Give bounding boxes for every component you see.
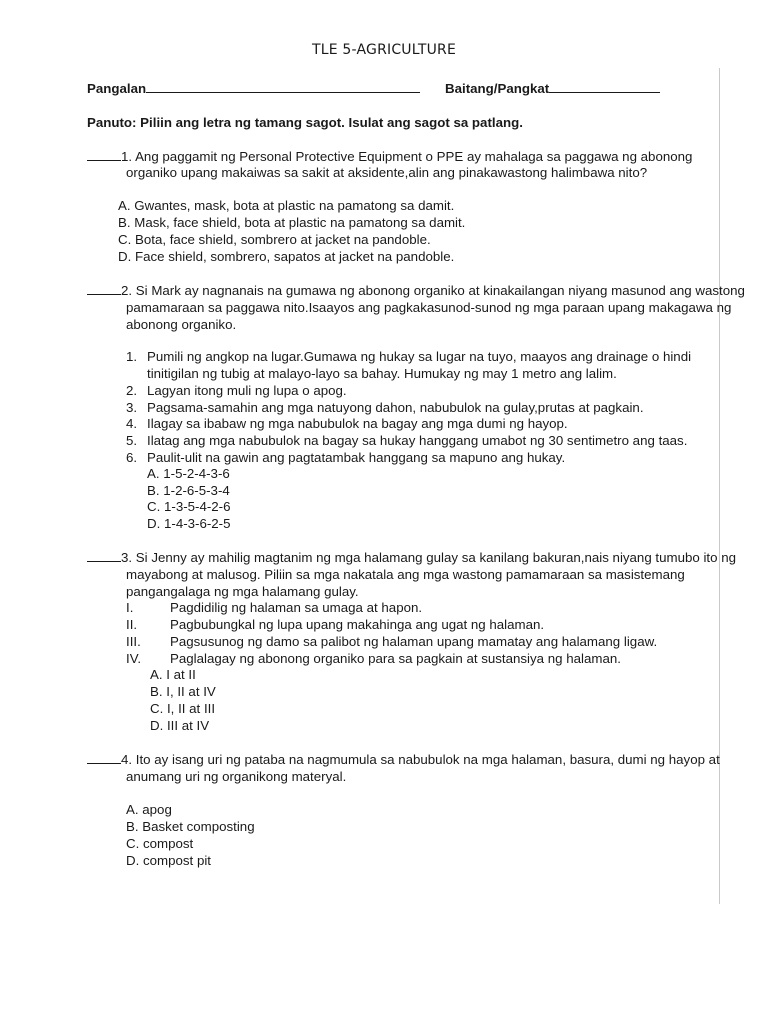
- step-4: 4. Ilagay sa ibabaw ng mga nabubulok na bagay ang mga dumi ng hayop.: [126, 416, 568, 431]
- choice: D. 1-4-3-6-2-5: [147, 516, 231, 531]
- name-field[interactable]: [87, 80, 420, 97]
- choice: B. Mask, face shield, bota at plastic na pamatong sa damit.: [118, 215, 466, 230]
- page-title: TLE 5-AGRICULTURE: [311, 42, 456, 58]
- choice: D. III at IV: [150, 718, 210, 733]
- question-number: 4.: [121, 752, 133, 767]
- grade-line[interactable]: [549, 80, 660, 93]
- question-number: 1.: [121, 149, 133, 164]
- choice: A. I at II: [150, 667, 196, 682]
- step-6: 6. Paulit-ulit na gawin ang pagtatambak hanggang sa mapuno ang hukay.: [126, 450, 566, 465]
- question-3: [87, 549, 736, 566]
- step-2: 2. Lagyan itong muli ng lupa o apog.: [126, 383, 347, 398]
- question-4: [87, 751, 720, 768]
- question-text: pangangalaga ng mga halamang gulay.: [126, 584, 359, 599]
- question-text: Si Mark ay nagnanais na gumawa ng abonong organiko at kinakailangan niyang masunod ang wastong: [135, 283, 745, 298]
- answer-blank-1[interactable]: [87, 148, 121, 161]
- choice: C. I, II at III: [150, 701, 216, 716]
- question-text: organiko upang makaiwas sa sakit at aksidente,alin ang pinakawastong halimbawa nito?: [126, 165, 648, 180]
- question-text: pamamaraan sa paggawa nito.Isaayos ang pagkakasunod-sunod ng mga paraan upang makagawa ng: [126, 300, 732, 315]
- choice: B. Basket composting: [126, 819, 255, 834]
- choice: C. Bota, face shield, sombrero at jacket na pandoble.: [118, 232, 431, 247]
- choice: A. 1-5-2-4-3-6: [147, 466, 230, 481]
- answer-blank-2[interactable]: [87, 282, 121, 295]
- question-text: anumang uri ng organikong materyal.: [126, 769, 347, 784]
- answer-blank-3[interactable]: [87, 549, 121, 562]
- name-label: Pangalan: [87, 81, 147, 96]
- question-text: Ang paggamit ng Personal Protective Equipment o PPE ay mahalaga sa paggawa ng abonong: [135, 149, 693, 164]
- roman-item-2: II. Pagbubungkal ng lupa upang makahinga ang ugat ng halaman.: [126, 617, 545, 632]
- name-line[interactable]: [146, 80, 420, 93]
- question-1: [87, 148, 692, 165]
- choice: D. Face shield, sombrero, sapatos at jacket na pandoble.: [118, 249, 455, 264]
- question-number: 3.: [121, 550, 133, 565]
- question-text: abonong organiko.: [126, 317, 237, 332]
- page-edge: [719, 68, 720, 904]
- choice: D. compost pit: [126, 853, 211, 868]
- step-3: 3. Pagsama-samahin ang mga natuyong dahon, nabubulok na gulay,prutas at pagkain.: [126, 400, 644, 415]
- choice: A. apog: [126, 802, 172, 817]
- instructions: Panuto: Piliin ang letra ng tamang sagot. Isulat ang sagot sa patlang.: [87, 115, 523, 130]
- choice: C. compost: [126, 836, 194, 851]
- choice: A. Gwantes, mask, bota at plastic na pamatong sa damit.: [118, 198, 455, 213]
- roman-item-3: III. Pagsusunog ng damo sa palibot ng halaman upang mamatay ang halamang ligaw.: [126, 634, 658, 649]
- step-5: 5. Ilatag ang mga nabubulok na bagay sa hukay hanggang umabot ng 30 sentimetro ang taas.: [126, 433, 688, 448]
- question-text: Si Jenny ay mahilig magtanim ng mga halamang gulay sa kanilang bakuran,nais niyang tumubo ito ng: [135, 550, 736, 565]
- roman-item-4: IV. Paglalagay ng abonong organiko para sa pagkain at sustansiya ng halaman.: [126, 651, 621, 666]
- choice: B. 1-2-6-5-3-4: [147, 483, 230, 498]
- question-text: mayabong at malusog. Piliin sa mga nakatala ang mga wastong pamamaraan sa masistemang: [126, 567, 685, 582]
- step-1: 1. Pumili ng angkop na lugar.Gumawa ng hukay sa lugar na tuyo, maayos ang drainage o hindi: [126, 349, 692, 364]
- question-text: Ito ay isang uri ng pataba na nagmumula sa nabubulok na mga halaman, basura, dumi ng hayop at: [135, 752, 720, 767]
- roman-item-1: I. Pagdidilig ng halaman sa umaga at hapon.: [126, 600, 423, 615]
- grade-label: Baitang/Pangkat: [445, 81, 550, 96]
- step-1-cont: tinitigilan ng tubig at malayo-layo sa bahay. Humukay ng may 1 metro ang lalim.: [147, 366, 617, 381]
- choice: C. 1-3-5-4-2-6: [147, 499, 231, 514]
- grade-section-field[interactable]: [445, 80, 660, 97]
- answer-blank-4[interactable]: [87, 751, 121, 764]
- question-2: [87, 282, 745, 299]
- choice: B. I, II at IV: [150, 684, 216, 699]
- question-number: 2.: [121, 283, 133, 298]
